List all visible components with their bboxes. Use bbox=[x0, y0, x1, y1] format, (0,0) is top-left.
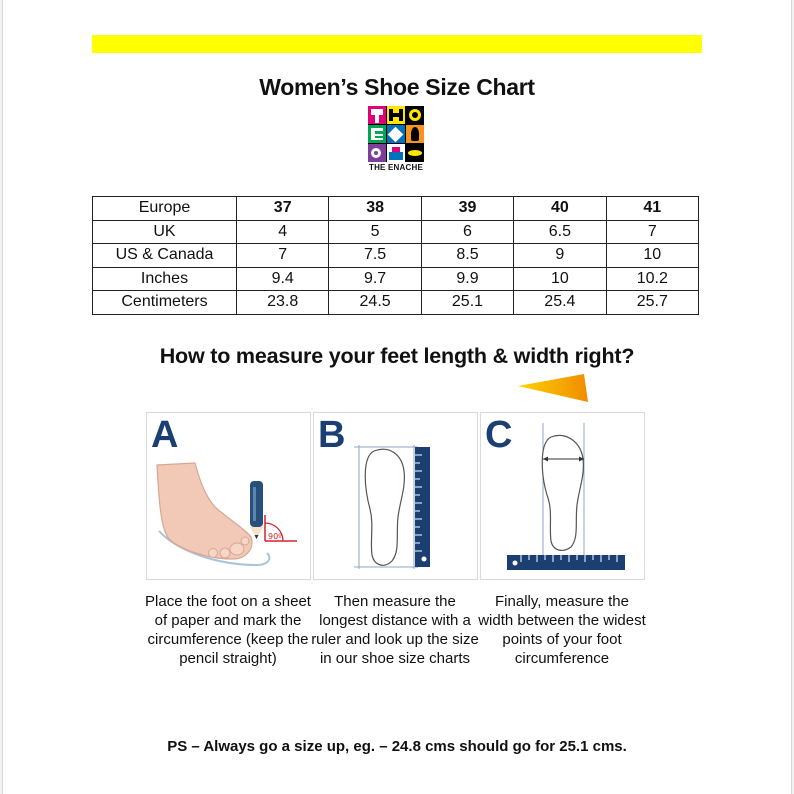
table-cell: 23.8 bbox=[237, 291, 329, 315]
step-b-text: Then measure the longest distance with a ruler and look up the size in our shoe size charts bbox=[311, 593, 479, 667]
table-cell: 39 bbox=[421, 197, 513, 221]
step-c-letter: C bbox=[485, 414, 513, 456]
step-b-illustration bbox=[313, 412, 478, 580]
ruler-length-icon bbox=[314, 413, 477, 579]
step-a-illustration bbox=[146, 412, 311, 580]
size-table bbox=[92, 196, 699, 315]
row-label: Inches bbox=[93, 267, 237, 291]
accent-arrow-icon bbox=[518, 374, 590, 404]
footer-note: PS – Always go a size up, eg. – 24.8 cms should go for 25.1 cms. bbox=[167, 738, 627, 755]
table-cell: 6 bbox=[421, 220, 513, 244]
table-cell: 10.2 bbox=[606, 267, 698, 291]
table-cell: 9.4 bbox=[237, 267, 329, 291]
ruler-width-icon bbox=[481, 413, 644, 579]
ruler-icon bbox=[415, 447, 430, 567]
table-cell: 6.5 bbox=[514, 220, 606, 244]
table-cell: 7 bbox=[237, 244, 329, 268]
table-cell: 4 bbox=[237, 220, 329, 244]
table-cell: 38 bbox=[329, 197, 421, 221]
table-cell: 9 bbox=[514, 244, 606, 268]
table-cell: 7.5 bbox=[329, 244, 421, 268]
step-b-letter: B bbox=[318, 414, 346, 456]
row-label: Europe bbox=[93, 197, 237, 221]
foot-outline-icon bbox=[542, 435, 583, 550]
table-cell: 37 bbox=[237, 197, 329, 221]
table-cell: 40 bbox=[514, 197, 606, 221]
table-row bbox=[93, 244, 699, 268]
table-cell: 25.4 bbox=[514, 291, 606, 315]
row-label: UK bbox=[93, 220, 237, 244]
row-label: Centimeters bbox=[93, 291, 237, 315]
table-cell: 10 bbox=[606, 244, 698, 268]
logo-mosaic-icon bbox=[368, 106, 424, 162]
table-cell: 9.7 bbox=[329, 267, 421, 291]
row-label: US & Canada bbox=[93, 244, 237, 268]
angle-label: 90º bbox=[268, 532, 282, 541]
page-title: Women’s Shoe Size Chart bbox=[259, 74, 535, 100]
table-cell: 5 bbox=[329, 220, 421, 244]
table-cell: 24.5 bbox=[329, 291, 421, 315]
step-a-letter: A bbox=[151, 414, 179, 456]
step-c-illustration bbox=[480, 412, 645, 580]
highlight-bar bbox=[92, 35, 702, 53]
step-a-text: Place the foot on a sheet of paper and mark the circumference (keep the pencil straight) bbox=[145, 593, 311, 667]
step-c-text: Finally, measure the width between the widest points of your foot circumference bbox=[478, 593, 646, 667]
section-heading: How to measure your feet length & width right? bbox=[159, 344, 635, 368]
logo-caption: THE ENACHE bbox=[368, 163, 423, 172]
table-row bbox=[93, 197, 699, 221]
table-row bbox=[93, 267, 699, 291]
table-cell: 8.5 bbox=[421, 244, 513, 268]
table-row bbox=[93, 220, 699, 244]
table-cell: 25.7 bbox=[606, 291, 698, 315]
table-cell: 10 bbox=[514, 267, 606, 291]
table-cell: 25.1 bbox=[421, 291, 513, 315]
pencil-icon bbox=[250, 481, 263, 527]
foot-outline-icon bbox=[365, 449, 404, 565]
brand-logo bbox=[367, 106, 425, 174]
table-cell: 41 bbox=[606, 197, 698, 221]
ruler-icon bbox=[507, 555, 625, 570]
table-row bbox=[93, 291, 699, 315]
foot-tracing-icon bbox=[147, 413, 310, 579]
table-cell: 7 bbox=[606, 220, 698, 244]
table-cell: 9.9 bbox=[421, 267, 513, 291]
